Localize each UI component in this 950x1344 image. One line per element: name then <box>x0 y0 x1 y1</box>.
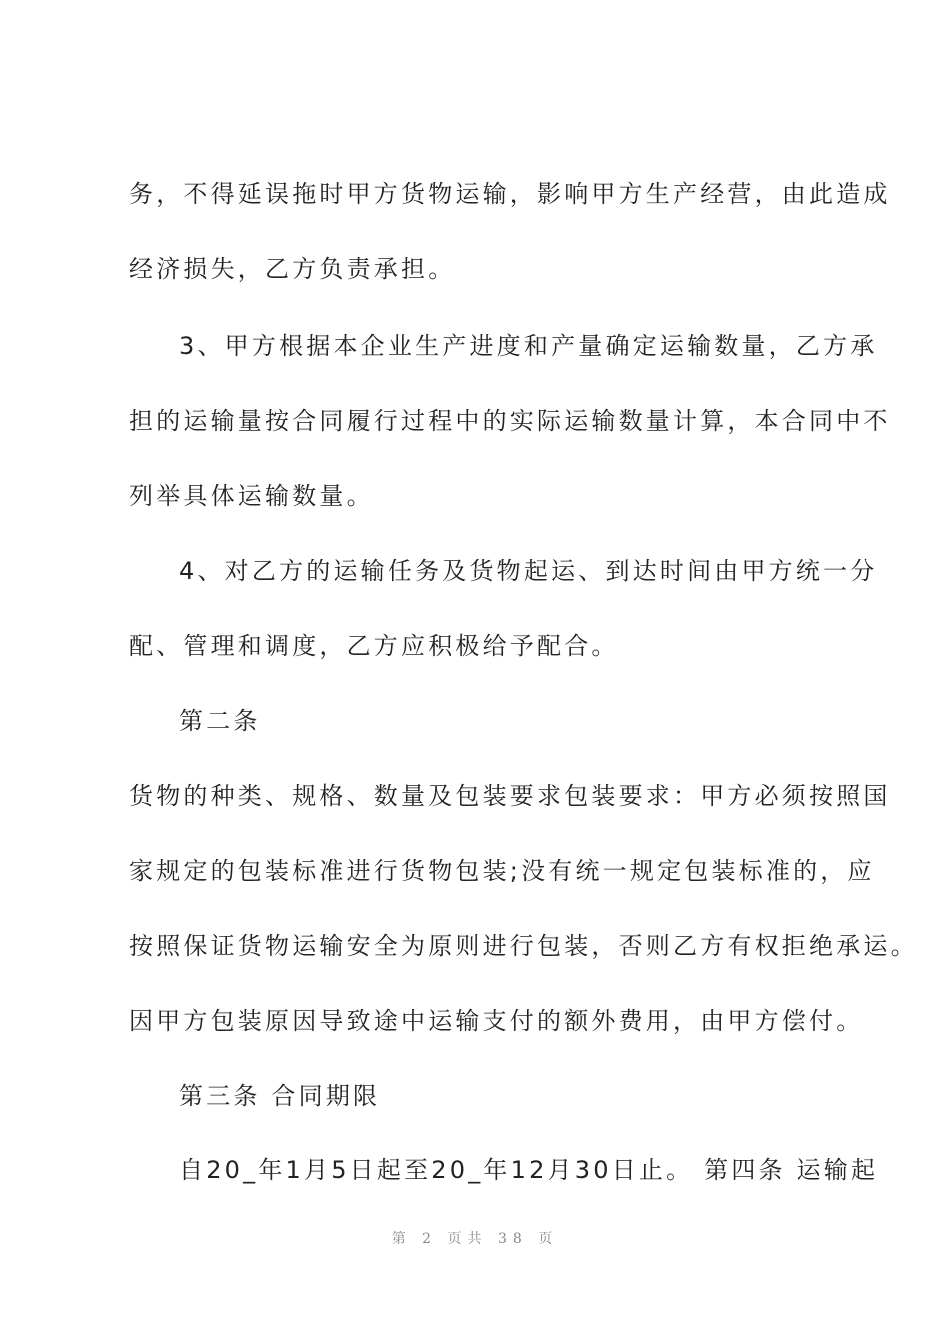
paragraph-line: 列举具体运输数量。 <box>129 482 374 510</box>
page-number-footer: 第 2 页共 38 页 <box>391 1231 559 1247</box>
paragraph-line: 3、甲方根据本企业生产进度和产量确定运输数量，乙方承 <box>179 332 878 360</box>
paragraph-line: 货物的种类、规格、数量及包装要求包装要求：甲方必须按照国 <box>129 782 891 810</box>
paragraph-line: 4、对乙方的运输任务及货物起运、到达时间由甲方统一分 <box>179 557 878 585</box>
paragraph-line: 因甲方包装原因导致途中运输支付的额外费用，由甲方偿付。 <box>129 1007 864 1035</box>
paragraph-line: 按照保证货物运输安全为原则进行包装，否则乙方有权拒绝承运。 <box>129 932 918 960</box>
paragraph-line: 务，不得延误拖时甲方货物运输，影响甲方生产经营，由此造成 <box>129 180 891 208</box>
section-heading: 第三条 合同期限 <box>179 1082 381 1110</box>
paragraph-line: 担的运输量按合同履行过程中的实际运输数量计算，本合同中不 <box>129 407 891 435</box>
paragraph-line: 配、管理和调度，乙方应积极给予配合。 <box>129 632 619 660</box>
paragraph-line: 家规定的包装标准进行货物包装;没有统一规定包装标准的，应 <box>129 857 875 885</box>
paragraph-line: 经济损失，乙方负责承担。 <box>129 255 456 283</box>
paragraph-line: 自20_年1月5日起至20_年12月30日止。 第四条 运输起 <box>179 1156 879 1184</box>
section-heading: 第二条 <box>179 707 261 735</box>
